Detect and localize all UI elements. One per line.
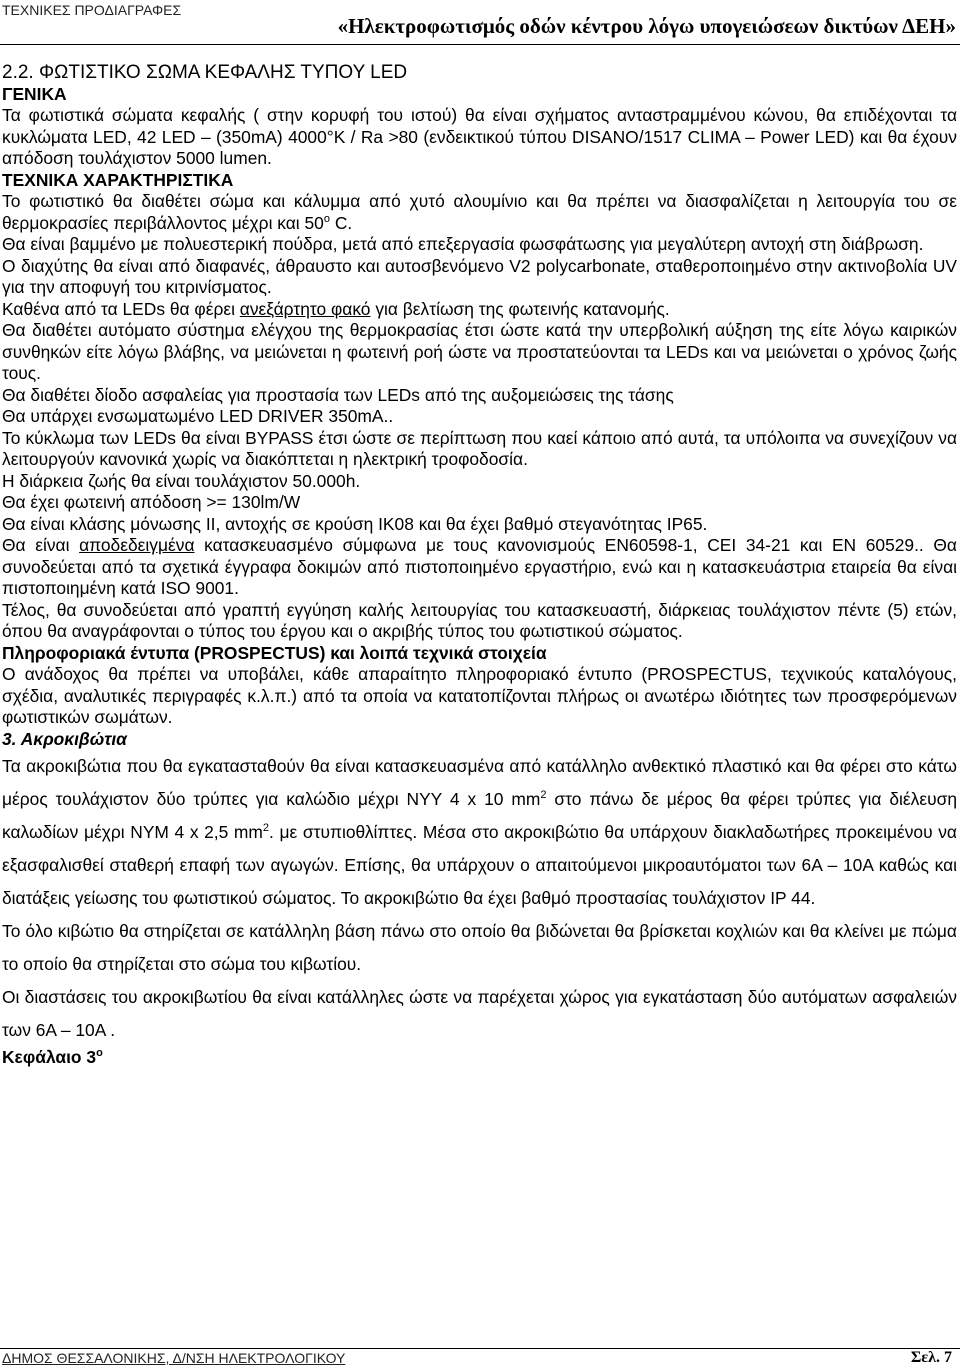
general-paragraph: Τα φωτιστικά σώματα κεφαλής ( στην κορυφή του ιστού) θα είναι σχήματος ανταστραμμένου κώνου, θα επιδέχονται τα κυκλώματα LED, 42 LED – (350mA) 4000°K / Ra >80 (ενδεικτικού τύπου DISANO/1517 CLIMA – Power LED) και θα έχουν απόδοση τουλάχιστον 5000 lumen. [2, 105, 957, 168]
footer-rule [0, 1348, 960, 1349]
tech-heading: ΤΕΧΝΙΚΑ ΧΑΡΑΚΤΗΡΙΣΤΙΚΑ [2, 169, 234, 190]
acro-heading: 3. Ακροκιβώτια [2, 728, 127, 749]
tech-paragraph-12 [2, 535, 957, 600]
degree-superscript: ο [323, 212, 330, 225]
acro-paragraph-1 [2, 750, 957, 915]
acro-p1-mid: στο πάνω δε μέρος θα φέρει τρύπες για διέλευση καλωδίων μέχρι NYM 4 x 2,5 mm [2, 789, 957, 842]
section-title: 2.2. ΦΩΤΙΣΤΙΚΟ ΣΩΜΑ ΚΕΦΑΛΗΣ ΤΥΠΟΥ LED [2, 62, 408, 83]
tech-paragraph-2: Θα είναι βαμμένο με πολυεστερική πούδρα, μετά από επεξεργασία φωσφάτωσης για μεγαλύτερη αντοχή στη διάβρωση. [2, 234, 924, 254]
tech-p4-text: Καθένα από τα LEDs θα φέρει [2, 298, 240, 319]
chapter-label [2, 1047, 957, 1069]
header-project-title: «Ηλεκτροφωτισμός οδών κέντρου λόγω υπογειώσεων δικτύων ΔΕΗ» [337, 14, 956, 38]
tech-p12-tail: κατασκευασμένο σύμφωνα με τους κανονισμούς EN60598-1, CEI 34-21 και EN 60529.. Θα συνοδεύεται από τα σχετικά έγγραφα δοκιμών από πιστοποιημένο εργαστήριο, ενώ και η κατασκευάστρια εταιρεία θα είναι πιστοποιημένη κατά ISO 9001. [2, 535, 957, 598]
tech-paragraph-13: Τέλος, θα συνοδεύεται από γραπτή εγγύηση καλής λειτουργίας του κατασκευαστή, διάρκειας τουλάχιστον πέντε (5) ετών, όπου θα αναγράφονται ο τύπος του έργου και ο ακριβής τύπος του φωτιστικού σώματος. [2, 599, 957, 641]
info-paragraph: Ο ανάδοχος θα πρέπει να υποβάλει, κάθε απαραίτητο πληροφοριακό έντυπο (PROSPECTUS, τεχνικούς καταλόγους, σχέδια, αναλυτικές περιγραφές κ.λ.π.) από τα οποία να κατατοπίζονται πλήρως οι ανωτέρω ιδιότητες των προσφερόμενων φωτιστικών σωμάτων. [2, 664, 957, 727]
tech-paragraph-6: Θα διαθέτει δίοδο ασφαλείας για προστασία των LEDs από της αυξομειώσεις της τάσης [2, 384, 674, 405]
tech-paragraph-10: Θα έχει φωτεινή απόδοση >= 130lm/W [2, 492, 301, 512]
tech-paragraph-3: Ο διαχύτης θα είναι από διαφανές, άθραυστο και αυτοσβενόμενο V2 polycarbonate, σταθεροποιημένο στην ακτινοβολία UV για την αποφυγή του κιτρινίσματος. [2, 255, 957, 297]
acro-p1-text: Τα ακροκιβώτια που θα εγκατασταθούν θα είναι κατασκευασμένα από κατάλληλο ανθεκτικό πλαστικό και θα φέρει στο κάτω μέρος τουλάχιστον δύο τρύπες για καλώδιο μέχρι ΝΥΥ 4 x 10 mm [2, 756, 957, 809]
acro-p1-tail: . με στυπιοθλίπτες. Μέσα στο ακροκιβώτιο θα υπάρχουν διακλαδωτήρες προκειμένου να εξασφαλισθεί σταθερή επαφή των αγωγών. Επίσης, θα υπάρχουν ο απαιτούμενοι μικροαυτόματοι των 6Α – 10Α καθώς και διατάξεις γείωσης του φωτιστικού σώματος. Το ακροκιβώτιο θα έχει βαθμό προστασίας τουλάχιστον IP 44. [2, 822, 957, 908]
tech-paragraph-8: Το κύκλωμα των LEDs θα είναι BYPASS έτσι ώστε σε περίπτωση που καεί κάποιο από αυτά, τα υπόλοιπα να συνεχίζουν να λειτουργούν κανονικά χωρίς να διακόπτεται η ηλεκτρική τροφοδοσία. [2, 427, 957, 469]
tech-p4-tail: για βελτίωση της φωτεινής κατανομής. [370, 298, 670, 319]
acro-paragraph-3: Οι διαστάσεις του ακροκιβωτίου θα είναι κατάλληλες ώστε να παρέχεται χώρος για εγκατάσταση δύο αυτόματων ασφαλειών των 6Α – 10Α . [2, 987, 957, 1040]
header-left-label: ΤΕΧΝΙΚΕΣ ΠΡΟΔΙΑΓΡΑΦΕΣ [2, 2, 182, 18]
chapter-text: Κεφάλαιο 3 [2, 1047, 97, 1067]
chapter-superscript: ο [96, 1047, 103, 1060]
tech-p4-underlined: ανεξάρτητο φακό [239, 298, 371, 319]
tech-p12-text: Θα είναι [2, 535, 80, 555]
page-number: Σελ. 7 [910, 1349, 952, 1366]
info-heading: Πληροφοριακά έντυπα (PROSPECTUS) και λοιπά τεχνικά στοιχεία [2, 642, 547, 663]
acro-section [2, 750, 957, 1047]
tech-paragraph-11: Θα είναι κλάσης μόνωσης ΙΙ, αντοχής σε κρούση ΙΚ08 και θα έχει βαθμό στεγανότητας IP65. [2, 513, 708, 534]
tech-paragraph-4 [2, 299, 957, 321]
acro-p1-superscript-2: 2 [262, 822, 270, 835]
general-heading: ΓΕΝΙΚΑ [2, 83, 67, 104]
tech-paragraph-7: Θα υπάρχει ενσωματωμένο LED DRIVER 350mA.. [2, 406, 394, 426]
tech-p12-underlined: αποδεδειγμένα [79, 535, 195, 555]
document-body [2, 62, 957, 1069]
footer-organization: ΔΗΜΟΣ ΘΕΣΣΑΛΟΝΙΚΗΣ, Δ/ΝΣΗ ΗΛΕΚΤΡΟΛΟΓΙΚΟΥ [2, 1350, 346, 1366]
tech-paragraph-9: Η διάρκεια ζωής θα είναι τουλάχιστον 50.000h. [2, 470, 361, 491]
tech-p1-text: Το φωτιστικό θα διαθέτει σώμα και κάλυμμα από χυτό αλουμίνιο και θα πρέπει να διασφαλίζεται η λειτουργία του σε θερμοκρασίες περιβάλλοντος μέχρι και 50 [2, 191, 957, 233]
acro-p1-superscript-1: 2 [540, 789, 547, 802]
tech-p1-unit: C. [329, 212, 353, 233]
header-rule [0, 44, 960, 45]
tech-paragraph-5: Θα διαθέτει αυτόματο σύστημα ελέγχου της θερμοκρασίας έτσι ώστε κατά την υπερβολική αύξηση της είτε λόγω καιρικών συνθηκών είτε λόγω βλάβης, να μειώνεται η φωτεινή ροή ώστε να προστατεύονται τα LEDs και να μειώνεται ο χρόνος ζωής τους. [2, 320, 957, 383]
tech-paragraph-1 [2, 191, 957, 234]
acro-paragraph-2: Το όλο κιβώτιο θα στηρίζεται σε κατάλληλη βάση πάνω στο οποίο θα βιδώνεται θα βρίσκεται κοχλιών και θα κλείνει με πώμα το οποίο θα στηρίζεται στο σώμα του κιβωτίου. [2, 921, 957, 974]
